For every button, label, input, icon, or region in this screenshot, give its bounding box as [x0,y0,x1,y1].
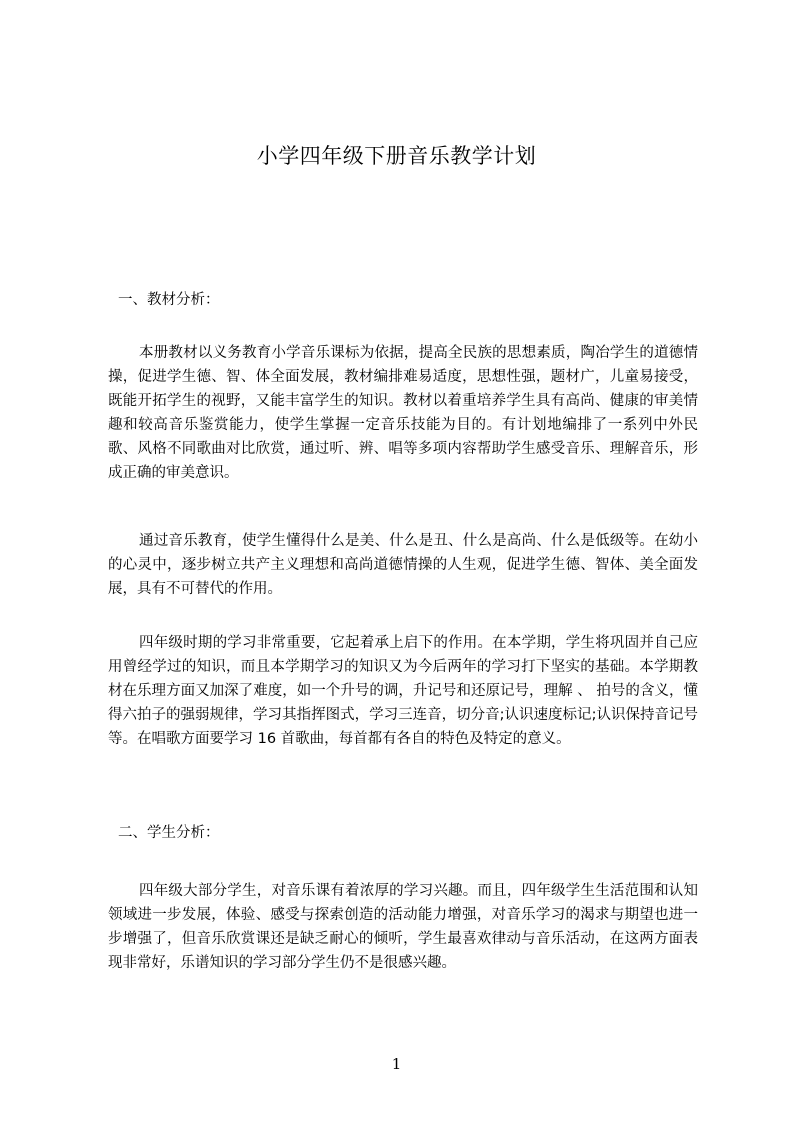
paragraph-student-interest: 四年级大部分学生，对音乐课有着浓厚的学习兴趣。而且，四年级学生生活范围和认知领域进一步发展，体验、感受与探索创造的活动能力增强，对音乐学习的渴求与期望也进一步增强了，但音乐欣赏课还是缺乏耐心的倾听，学生最喜欢律动与音乐活动，在这两方面表现非常好，乐谱知识的学习部分学生仍不是很感兴趣。 [108,883,698,971]
paragraph-grade-four-importance: 四年级时期的学习非常重要，它起着承上启下的作用。在本学期，学生将巩固并自己应用曾经学过的知识，而且本学期学习的知识又为今后两年的学习打下坚实的基础。本学期教材在乐理方面又加深了难度，如一个升号的调，升记号和还原记号，理解 、 拍号的含义，懂得六拍子的强弱规律，学习其指挥图式，学习三连音，切分音;认识速度标记;认识保持音记号等。在唱歌方面要学习 16 首歌曲，每首都有各自的特色及特定的意义。 [108,635,698,747]
document-title: 小学四年级下册音乐教学计划 [256,144,537,168]
paragraph-music-education-purpose: 通过音乐教育，使学生懂得什么是美、什么是丑、什么是高尚、什么是低级等。在幼小的心灵中，逐步树立共产主义理想和高尚道德情操的人生观，促进学生德、智体、美全面发展，具有不可替代的作用。 [108,533,698,597]
section-heading-student-analysis: 二、学生分析： [118,825,220,841]
page-number: 1 [391,1055,402,1073]
section-heading-textbook-analysis: 一、教材分析： [118,292,220,308]
paragraph-textbook-basis: 本册教材以义务教育小学音乐课标为依据，提高全民族的思想素质，陶冶学生的道德情操，促进学生德、智、体全面发展，教材编排难易适度，思想性强，题材广，儿童易接受，既能开拓学生的视野，又能丰富学生的知识。教材以着重培养学生具有高尚、健康的审美情趣和较高音乐鉴赏能力，使学生掌握一定音乐技能为目的。有计划地编排了一系列中外民歌、风格不同歌曲对比欣赏，通过听、辨、唱等多项内容帮助学生感受音乐、理解音乐，形成正确的审美意识。 [108,345,698,481]
